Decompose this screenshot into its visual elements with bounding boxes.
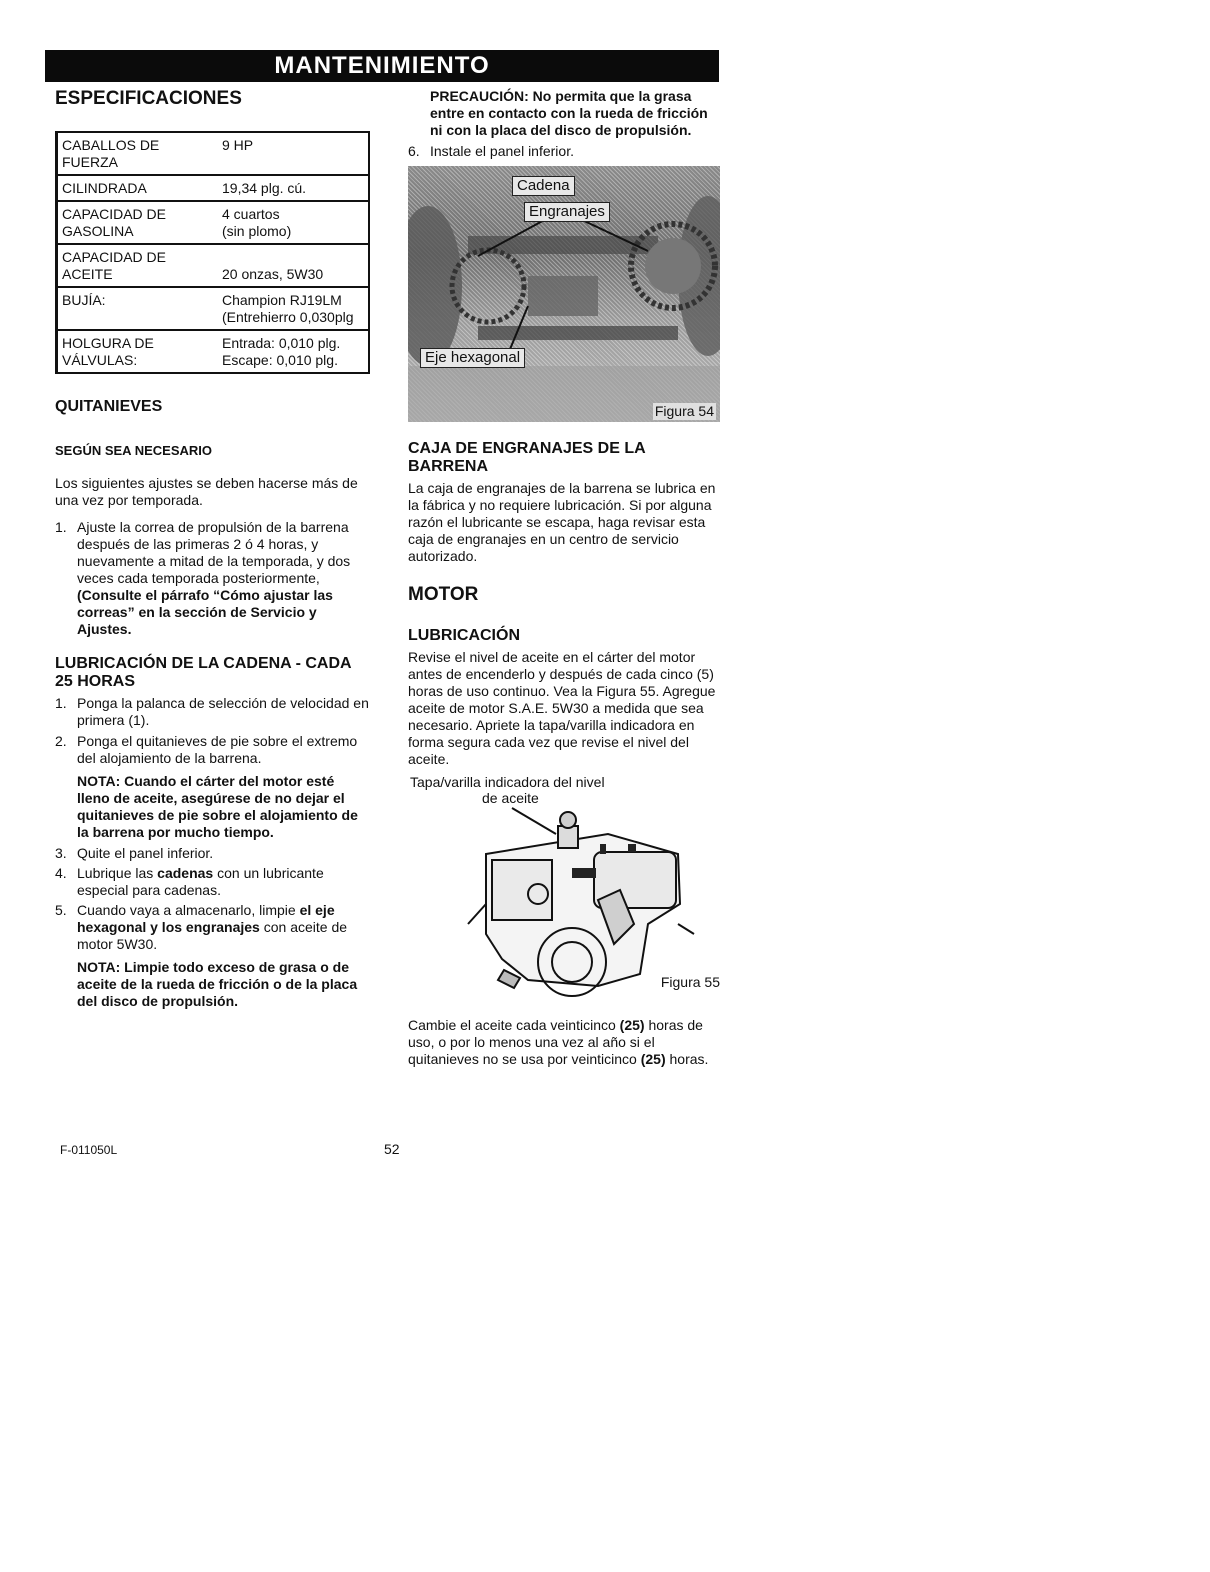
spec-row xyxy=(57,330,370,373)
spec-label: CILINDRADA xyxy=(57,175,219,201)
spec-row xyxy=(57,175,370,201)
list-item xyxy=(55,733,370,767)
figure-55-caption: Figura 55 xyxy=(660,974,720,990)
item-number: 5. xyxy=(55,902,67,918)
item-text: Lubrique las xyxy=(77,865,158,881)
item-number: 3. xyxy=(55,845,67,861)
list-item xyxy=(55,845,370,862)
spec-value: Champion RJ19LM (Entrehierro 0,030plg xyxy=(218,287,369,330)
text-run: horas. xyxy=(665,1051,709,1067)
specs-table xyxy=(55,131,370,374)
item-text: con un lubricante especial para cadenas. xyxy=(77,865,324,898)
gearbox-paragraph: La caja de engranajes de la barrena se lubrica en la fábrica y no requiere lubricación. Si por alguna razón el lubricante se escapa, haga revisar esta caja de engranajes en un centro de servicio autorizado. xyxy=(408,480,716,564)
figure-55 xyxy=(408,774,724,1011)
spec-row xyxy=(57,201,370,244)
intro-paragraph: Los siguientes ajustes se deben hacerse más de una vez por temporada. xyxy=(55,475,358,508)
section-banner: MANTENIMIENTO xyxy=(45,50,719,82)
chain-steps-list-2 xyxy=(55,845,370,953)
spec-value: 9 HP xyxy=(218,132,369,175)
item-bold-text: el eje hexagonal y los engranajes xyxy=(77,902,335,935)
label-cadena: Cadena xyxy=(512,176,575,196)
list-item xyxy=(408,143,724,160)
spec-value: 19,34 plg. cú. xyxy=(218,175,369,201)
item-number: 1. xyxy=(55,695,67,711)
bold-number: (25) xyxy=(640,1051,666,1067)
item-text: Ponga la palanca de selección de velocidad en primera (1). xyxy=(77,695,369,728)
spec-value: 4 cuartos (sin plomo) xyxy=(218,201,369,244)
quitanieves-heading: QUITANIEVES xyxy=(55,398,163,415)
bold-number: (25) xyxy=(619,1017,645,1033)
spec-row xyxy=(57,132,370,175)
spec-label: CAPACIDAD DE ACEITE xyxy=(57,244,219,287)
oil-change-paragraph xyxy=(408,1017,724,1068)
spec-row xyxy=(57,244,370,287)
list-item xyxy=(55,902,370,953)
left-column xyxy=(55,88,370,1010)
motor-heading: MOTOR xyxy=(408,584,479,605)
chain-steps-list xyxy=(55,695,370,767)
spec-label: CAPACIDAD DE GASOLINA xyxy=(57,201,219,244)
item-text: Quite el panel inferior. xyxy=(77,845,214,861)
figure-54-caption: Figura 54 xyxy=(654,403,714,419)
item-bold-text: (Consulte el párrafo “Cómo ajustar las correas” en la sección de Servicio y Ajustes. xyxy=(77,587,333,637)
item-text: con aceite de motor 5W30. xyxy=(77,919,348,952)
spec-label: CABALLOS DE FUERZA xyxy=(57,132,219,175)
segun-heading: SEGÚN SEA NECESARIO xyxy=(55,443,212,458)
item-text: Ponga el quitanieves de pie sobre el extremo del alojamiento de la barrena. xyxy=(77,733,358,766)
dipstick-label: Tapa/varilla indicadora del nivel xyxy=(410,774,605,790)
label-engranajes: Engranajes xyxy=(524,202,610,222)
item-bold-text: cadenas xyxy=(157,865,214,881)
figure-54-photo xyxy=(408,166,720,422)
item-text: Ajuste la correa de propulsión de la barrena después de las primeras 2 ó 4 horas, y nuevamente a mitad de la temporada, y dos veces cada temporada posteriormente, xyxy=(77,519,351,586)
lubricacion-heading: LUBRICACIÓN xyxy=(408,627,520,644)
right-column xyxy=(408,88,724,1068)
caution-paragraph: PRECAUCIÓN: No permita que la grasa entre en contacto con la rueda de fricción ni con la placa del disco de propulsión. xyxy=(430,88,708,138)
label-eje-hexagonal: Eje hexagonal xyxy=(420,348,525,368)
spec-value: Entrada: 0,010 plg. Escape: 0,010 plg. xyxy=(218,330,369,373)
spec-row xyxy=(57,287,370,330)
dipstick-label-2: de aceite xyxy=(482,790,539,806)
lubricacion-paragraph: Revise el nivel de aceite en el cárter del motor antes de encenderlo y después de cada cinco (5) horas de uso continuo. Vea la Figura 55. Agregue aceite de motor S.A.E. 5W30 a medida que sea necesario. Apriete la tapa/varilla indicadora en forma segura cada vez que revise el nivel del aceite. xyxy=(408,649,716,767)
adjust-list xyxy=(55,519,370,638)
list-item xyxy=(55,519,370,638)
item-number: 2. xyxy=(55,733,67,749)
item-text: Instale el panel inferior. xyxy=(430,143,574,159)
text-run: Cambie el aceite cada veinticinco xyxy=(408,1017,620,1033)
list-item xyxy=(55,695,370,729)
install-list xyxy=(408,143,724,160)
spec-value: 20 onzas, 5W30 xyxy=(218,244,369,287)
document-code: F-011050L xyxy=(60,1143,118,1157)
item-text: Cuando vaya a almacenarlo, limpie xyxy=(77,902,300,918)
note-paragraph: NOTA: Cuando el cárter del motor esté lleno de aceite, asegúrese de no dejar el quitanieves de pie sobre el alojamiento de la barrena por mucho tiempo. xyxy=(77,773,358,840)
list-item xyxy=(55,865,370,899)
gearbox-heading: CAJA DE ENGRANAJES DE LA BARRENA xyxy=(408,440,646,475)
note-paragraph: NOTA: Limpie todo exceso de grasa o de aceite de la rueda de fricción o de la placa del disco de propulsión. xyxy=(77,959,358,1009)
spec-label: HOLGURA DE VÁLVULAS: xyxy=(57,330,219,373)
spec-label: BUJÍA: xyxy=(57,287,219,330)
item-number: 4. xyxy=(55,865,67,881)
chain-lube-heading: LUBRICACIÓN DE LA CADENA - CADA 25 HORAS xyxy=(55,655,351,690)
item-number: 1. xyxy=(55,519,67,535)
item-number: 6. xyxy=(408,143,420,159)
page-number: 52 xyxy=(384,1141,400,1157)
text-run: horas de uso, o por lo menos una vez al año si el quitanieves no se usa por veinticinco xyxy=(408,1017,703,1067)
specs-heading: ESPECIFICACIONES xyxy=(55,88,242,109)
